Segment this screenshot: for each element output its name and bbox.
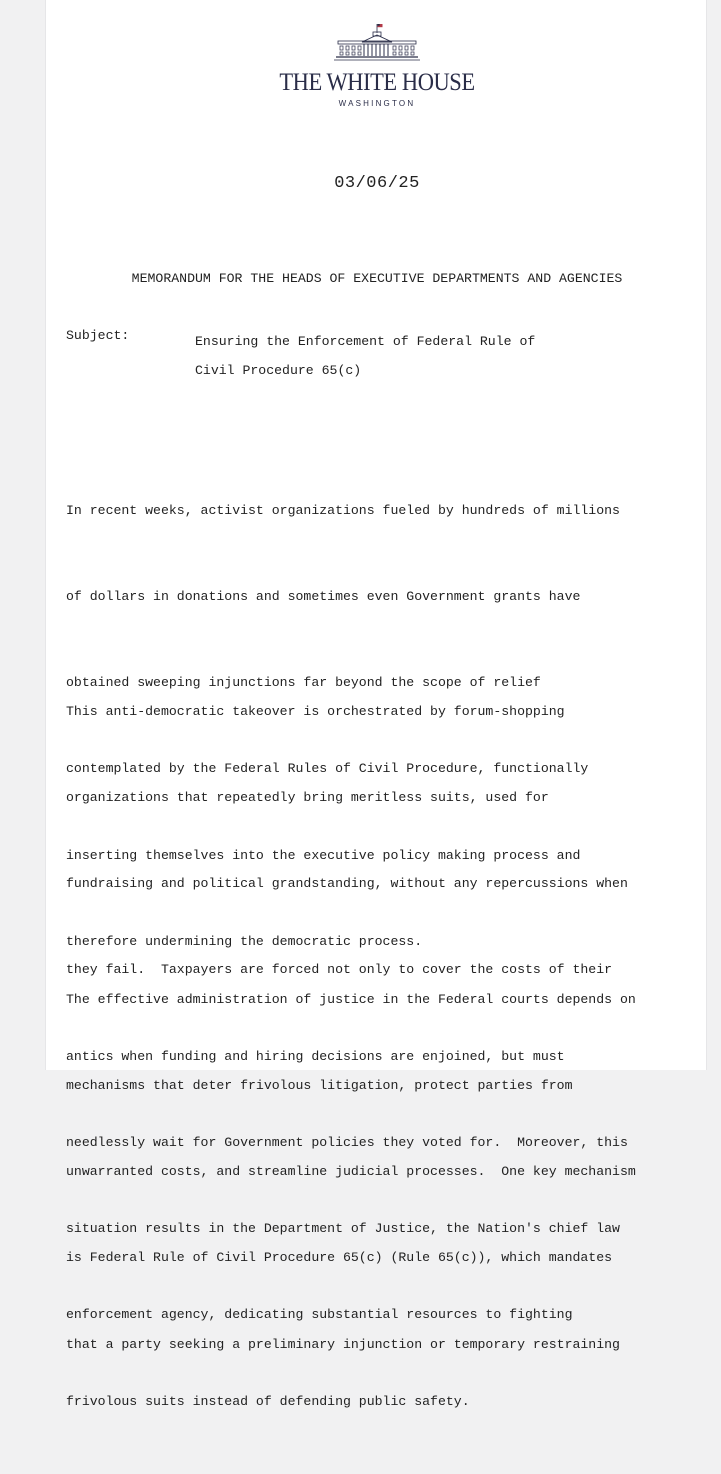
text-line: organizations that repeatedly bring meritless suits, used for	[66, 789, 549, 805]
text-line: This anti-democratic takeover is orchestrated by forum-shopping	[66, 703, 565, 719]
letterhead-subtitle: WASHINGTON	[338, 99, 416, 108]
white-house-building-icon	[334, 22, 420, 64]
text-line: they fail. Taxpayers are forced not only to cover the costs of their	[66, 962, 613, 978]
text-line: needlessly wait for Government policies they voted for. Moreover, this	[66, 1134, 628, 1150]
memo-date: 03/06/25	[334, 174, 420, 193]
text-line: In recent weeks, activist organizations fueled by hundreds of millions	[66, 502, 620, 518]
text-line: enforcement agency, dedicating substantial resources to fighting	[66, 1307, 573, 1323]
subject-line: Ensuring the Enforcement of Federal Rule of	[195, 334, 536, 349]
body-paragraph-3	[66, 928, 696, 1417]
subject-text	[195, 328, 615, 385]
document-page	[45, 0, 707, 1409]
subject-line: Civil Procedure 65(c)	[195, 362, 362, 378]
text-line: frivolous suits instead of defending public safety.	[66, 1393, 470, 1409]
text-line: mechanisms that deter frivolous litigation, protect parties from	[66, 1077, 573, 1093]
subject-label: Subject:	[66, 328, 130, 343]
text-line: therefore undermining the democratic process.	[66, 933, 423, 949]
memo-heading: MEMORANDUM FOR THE HEADS OF EXECUTIVE DEPARTMENTS AND AGENCIES	[131, 271, 623, 286]
text-line: that a party seeking a preliminary injunction or temporary restraining	[66, 1336, 620, 1352]
text-line: The effective administration of justice in the Federal courts depends on	[66, 991, 636, 1007]
letterhead	[46, 22, 708, 108]
text-line: of dollars in donations and sometimes even Government grants have	[66, 588, 581, 604]
letterhead-title: THE WHITE HOUSE	[279, 69, 475, 96]
text-line: antics when funding and hiring decisions are enjoined, but must	[66, 1048, 565, 1064]
text-line: contemplated by the Federal Rules of Civil Procedure, functionally	[66, 761, 589, 777]
text-line: fundraising and political grandstanding, without any repercussions when	[66, 876, 628, 891]
text-line: obtained sweeping injunctions far beyond the scope of relief	[66, 675, 541, 690]
text-line: unwarranted costs, and streamline judicial processes. One key mechanism	[66, 1164, 636, 1179]
text-line: is Federal Rule of Civil Procedure 65(c) (Rule 65(c)), which mandates	[66, 1250, 613, 1266]
text-line: situation results in the Department of Justice, the Nation's chief law	[66, 1221, 620, 1236]
text-line: inserting themselves into the executive policy making process and	[66, 847, 581, 863]
